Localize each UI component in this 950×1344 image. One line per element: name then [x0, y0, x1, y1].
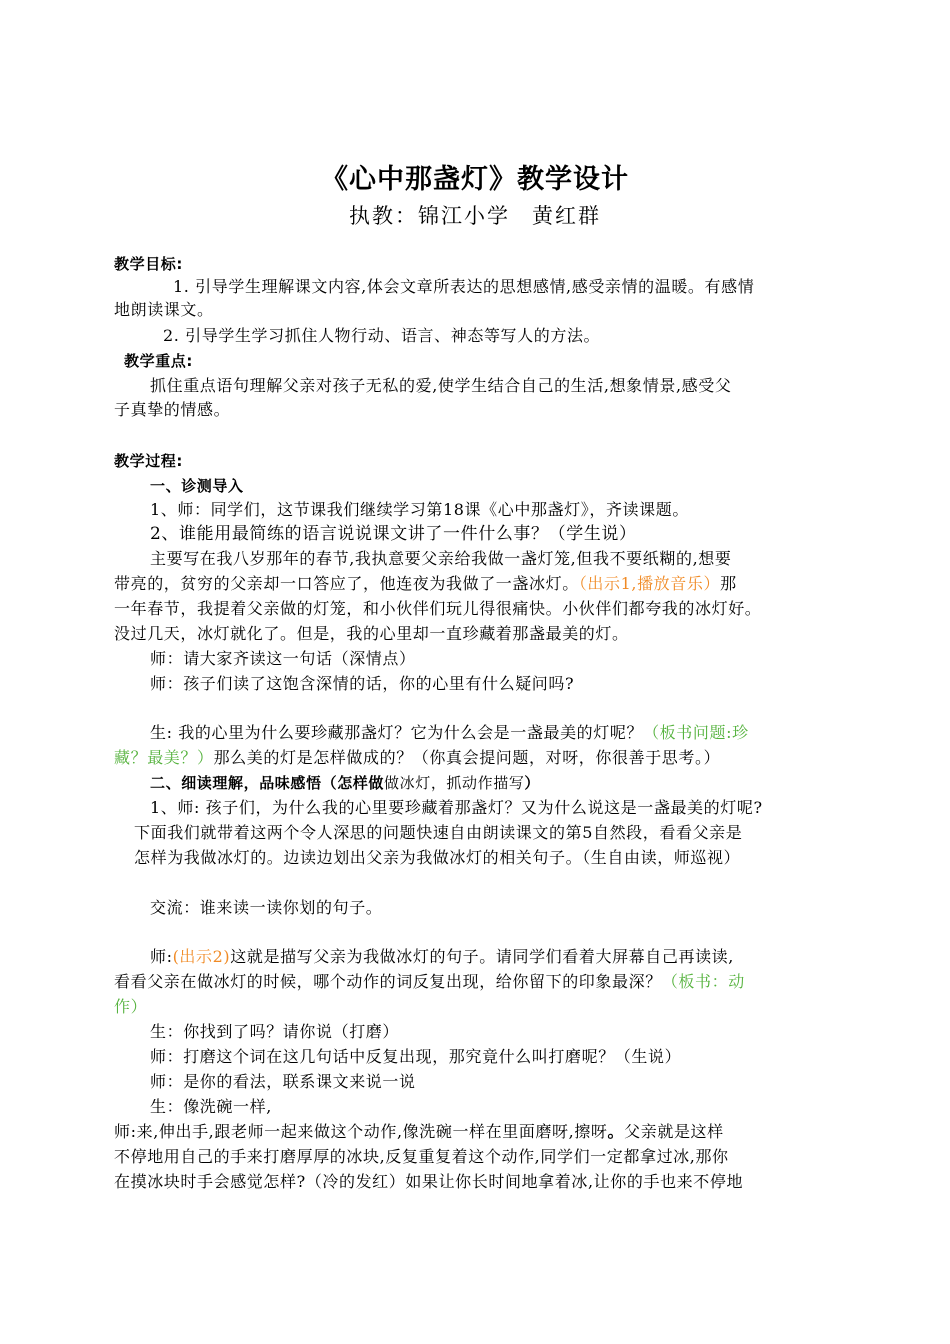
key-heading: 教学重点: — [124, 352, 193, 370]
goal-1-cont: 地朗读课文。 — [114, 300, 214, 319]
board-note-question-cont: 藏？最美？） — [114, 748, 214, 767]
teacher-1-label: 师: — [150, 947, 173, 966]
question-1-line2: 下面我们就带着这两个令人深思的问题快速自由朗读课文的第5自然段，看看父亲是 — [134, 823, 743, 842]
teacher-1 — [150, 946, 734, 968]
paragraph-2: 2、谁能用最简练的语言说说课文讲了一件什么事？（学生说） — [150, 524, 637, 544]
part2-heading-b: 做冰灯，抓动作描写 — [384, 774, 525, 792]
teacher-4-dot: 。 — [607, 1122, 625, 1141]
teacher-1-text: 这就是描写父亲为我做冰灯的句子。请同学们看着大屏幕自己再读读, — [230, 947, 734, 966]
paragraph-3-text: 带亮的，贫穷的父亲却一口答应了，他连夜为我做了一盏冰灯。 — [114, 574, 579, 593]
key-point: 抓住重点语句理解父亲对孩子无私的爱,使学生结合自己的生活,想象情景,感受父 — [150, 376, 732, 395]
teacher-2: 师：打磨这个词在这几句话中反复出现，那究竟什么叫打磨呢？（生说） — [150, 1047, 682, 1066]
board-note-action-cont: 作） — [114, 997, 148, 1016]
display-note-1: （出示1,播放音乐） — [578, 574, 721, 593]
part2-heading-c: ） — [524, 774, 541, 792]
board-note-action: （板书：动 — [661, 972, 745, 991]
question-1: 1、师: 孩子们，为什么我的心里要珍藏着那盏灯？又为什么说这是一盏最美的灯呢? — [150, 798, 763, 817]
student-1: 生：你找到了吗？请你说（打磨） — [150, 1022, 400, 1041]
goals-heading: 教学目标: — [114, 255, 183, 273]
paragraph-3-line3: 一年春节，我提着父亲做的灯笼，和小伙伴们玩儿得很痛快。小伙伴们都夸我的冰灯好。 — [114, 599, 762, 618]
goal-2: 2. 引导学生学习抓住人物行动、语言、神态等写人的方法。 — [163, 326, 601, 345]
teacher-name: 黄红群 — [532, 204, 601, 228]
teacher-4-line2: 不停地用自己的手来打磨厚厚的冰块,反复重复着这个动作,同学们一定都拿过冰,那你 — [114, 1147, 729, 1166]
question-1-line3: 怎样为我做冰灯的。边读边划出父亲为我做冰灯的相关句子。（生自由读，师巡视） — [134, 848, 741, 867]
teacher-role: 执教：锦江小学 — [349, 204, 510, 228]
teacher-1-line2 — [114, 971, 745, 993]
student-2: 生：像洗碗一样, — [150, 1097, 272, 1116]
student-question: 生: 我的心里为什么要珍藏那盏灯？它为什么会是一盏最美的灯呢？ — [150, 723, 644, 742]
teacher-4-text-2: 父亲就是这样 — [624, 1122, 724, 1141]
paragraph-6 — [150, 722, 749, 744]
teacher-1-text-2: 看看父亲在做冰灯的时候，哪个动作的词反复出现，给你留下的印象最深？ — [114, 972, 662, 991]
part1-heading: 一、诊测导入 — [150, 477, 244, 495]
display-note-2: (出示2) — [172, 947, 231, 966]
paragraph-3-line2 — [114, 573, 737, 595]
student-question-cont: 那么美的灯是怎样做成的？（你真会提问题，对呀，你很善于思考。） — [213, 748, 721, 767]
paragraph-3-line4: 没过几天，冰灯就化了。但是，我的心里却一直珍藏着那盏最美的灯。 — [114, 624, 629, 643]
teacher-1-line3 — [114, 996, 147, 1018]
paragraph-1: 1、师：同学们，这节课我们继续学习第18课《心中那盏灯》，齐读课题。 — [150, 500, 689, 519]
process-heading: 教学过程: — [114, 452, 183, 470]
paragraph-3-tail: 那 — [720, 574, 737, 593]
goal-1: 1. 引导学生理解课文内容,体会文章所表达的思想感情,感受亲情的温暖。有感情 — [173, 277, 755, 296]
paragraph-5: 师：孩子们读了这饱含深情的话，你的心里有什么疑问吗? — [150, 674, 575, 693]
exchange: 交流：谁来读一读你划的句子。 — [150, 898, 383, 917]
board-note-question: （板书问题:珍 — [643, 723, 749, 742]
paragraph-4: 师：请大家齐读这一句话（深情点） — [150, 649, 416, 668]
part2-heading — [150, 772, 540, 794]
teacher-4-line3: 在摸冰块时手会感觉怎样?（冷的发红）如果让你长时间地拿着冰,让你的手也来不停地 — [114, 1172, 744, 1191]
document-title: 《心中那盏灯》教学设计 — [321, 164, 629, 195]
teacher-3: 师：是你的看法，联系课文来说一说 — [150, 1072, 416, 1091]
teacher-4 — [114, 1121, 724, 1143]
paragraph-6-line2 — [114, 747, 720, 769]
part2-heading-a: 二、细读理解，品味感悟（怎样做 — [150, 774, 385, 792]
key-point-cont: 子真挚的情感。 — [114, 400, 231, 419]
teacher-4-text: 师:来,伸出手,跟老师一起来做这个动作,像洗碗一样在里面磨呀,擦呀 — [114, 1122, 608, 1141]
document-subtitle — [0, 200, 950, 230]
paragraph-3: 主要写在我八岁那年的春节,我执意要父亲给我做一盏灯笼,但我不要纸糊的,想要 — [150, 549, 732, 568]
